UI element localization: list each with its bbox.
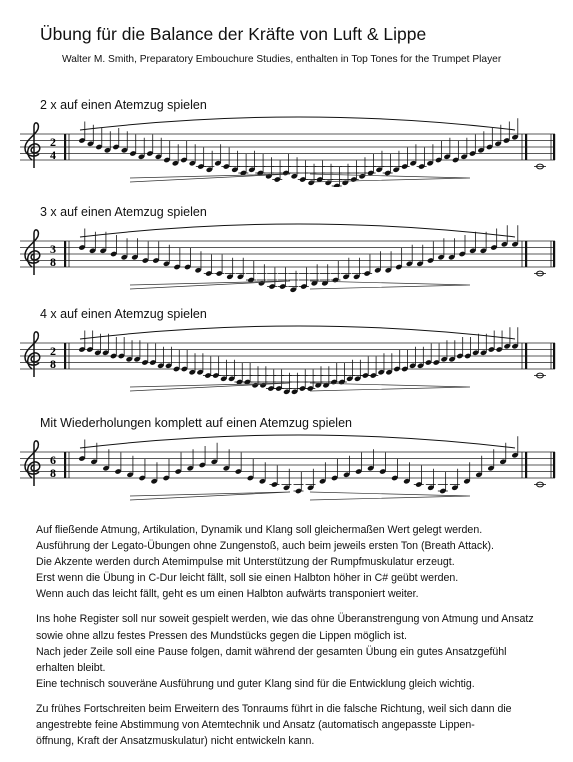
text-line: Zu frühes Fortschreiten beim Erweitern des Tonraums führt in die falsche Richtung, weil sich dann die — [36, 702, 512, 715]
slur — [80, 435, 515, 448]
text-line: Ins hohe Register soll nur soweit gespielt werden, wie das ohne Überanstrengung von Atmung und Ansatz — [36, 613, 534, 626]
paragraph-3 — [36, 701, 561, 749]
time-signature-bottom: 4 — [50, 148, 56, 162]
treble-clef-icon — [25, 441, 40, 486]
text-line: Nach jeder Zeile soll eine Pause folgen, damit während der gesamten Übung ein gutes Ansatzgefühl — [36, 645, 507, 658]
slur — [80, 326, 515, 339]
text-line: Auf fließende Atmung, Artikulation, Dynamik und Klang soll gleichermaßen Wert gelegt werden. — [36, 524, 483, 536]
section-label-1: 2 x auf einen Atemzug spielen — [40, 98, 207, 112]
music-staff-4 — [10, 430, 565, 505]
staff-notation — [10, 219, 565, 294]
time-signature-top: 3 — [50, 242, 56, 256]
time-signature-top: 2 — [50, 344, 56, 358]
slur — [80, 117, 515, 130]
text-line: erhalten bleibt. — [36, 661, 106, 674]
time-signature-bottom: 8 — [50, 255, 56, 269]
music-staff-1 — [10, 112, 565, 187]
time-signature-top: 6 — [50, 453, 56, 467]
treble-clef-icon — [25, 230, 40, 275]
instructions-text — [36, 522, 561, 749]
time-signature-bottom: 8 — [50, 357, 56, 371]
page-subtitle: Walter M. Smith, Preparatory Embouchure Studies, enthalten in Top Tones for the Trumpet Player — [62, 54, 502, 65]
text-line: Erst wenn die Übung in C-Dur leicht fällt, soll sie einen Halbton höher in C# geübt werden. — [36, 572, 459, 585]
treble-clef-icon — [25, 123, 40, 168]
section-label-3: 4 x auf einen Atemzug spielen — [40, 307, 207, 321]
music-staff-3 — [10, 321, 565, 396]
text-line: angestrebte feine Abstimmung von Atemtechnik und Ansatz (automatisch angepasste Lippen- — [36, 719, 475, 732]
text-line: Ausführung der Legato-Übungen ohne Zungenstoß, auch beim jeweils ersten Ton (Breath Attack). — [36, 540, 494, 553]
page-title: Übung für die Balance der Kräfte von Luft & Lippe — [40, 24, 427, 44]
time-signature-top: 2 — [50, 135, 56, 149]
slur — [80, 224, 515, 237]
text-line: Wenn auch das leicht fällt, geht es um einen Halbton aufwärts transponiert weiter. — [36, 588, 419, 601]
section-label-2: 3 x auf einen Atemzug spielen — [40, 205, 207, 219]
text-line: sowie ohne allzu festes Pressen des Mundstücks gegen die Lippen möglich ist. — [36, 629, 407, 642]
staff-notation — [10, 112, 565, 187]
text-line: Eine technisch souveräne Ausführung und guter Klang sind für die Entwicklung gleich wichtig. — [36, 677, 475, 690]
paragraph-1 — [36, 522, 561, 602]
music-staff-2 — [10, 219, 565, 294]
staff-notation — [10, 430, 565, 505]
treble-clef-icon — [25, 332, 40, 377]
text-line: öffnung, Kraft der Ansatzmuskulatur) nicht entwickeln kann. — [36, 735, 315, 748]
text-line: Die Akzente werden durch Atemimpulse mit Unterstützung der Rumpfmuskulatur erzeugt. — [36, 556, 455, 569]
paragraph-2 — [36, 611, 561, 691]
time-signature-bottom: 8 — [50, 466, 56, 480]
section-label-4: Mit Wiederholungen komplett auf einen Atemzug spielen — [40, 416, 352, 430]
staff-notation — [10, 321, 565, 396]
